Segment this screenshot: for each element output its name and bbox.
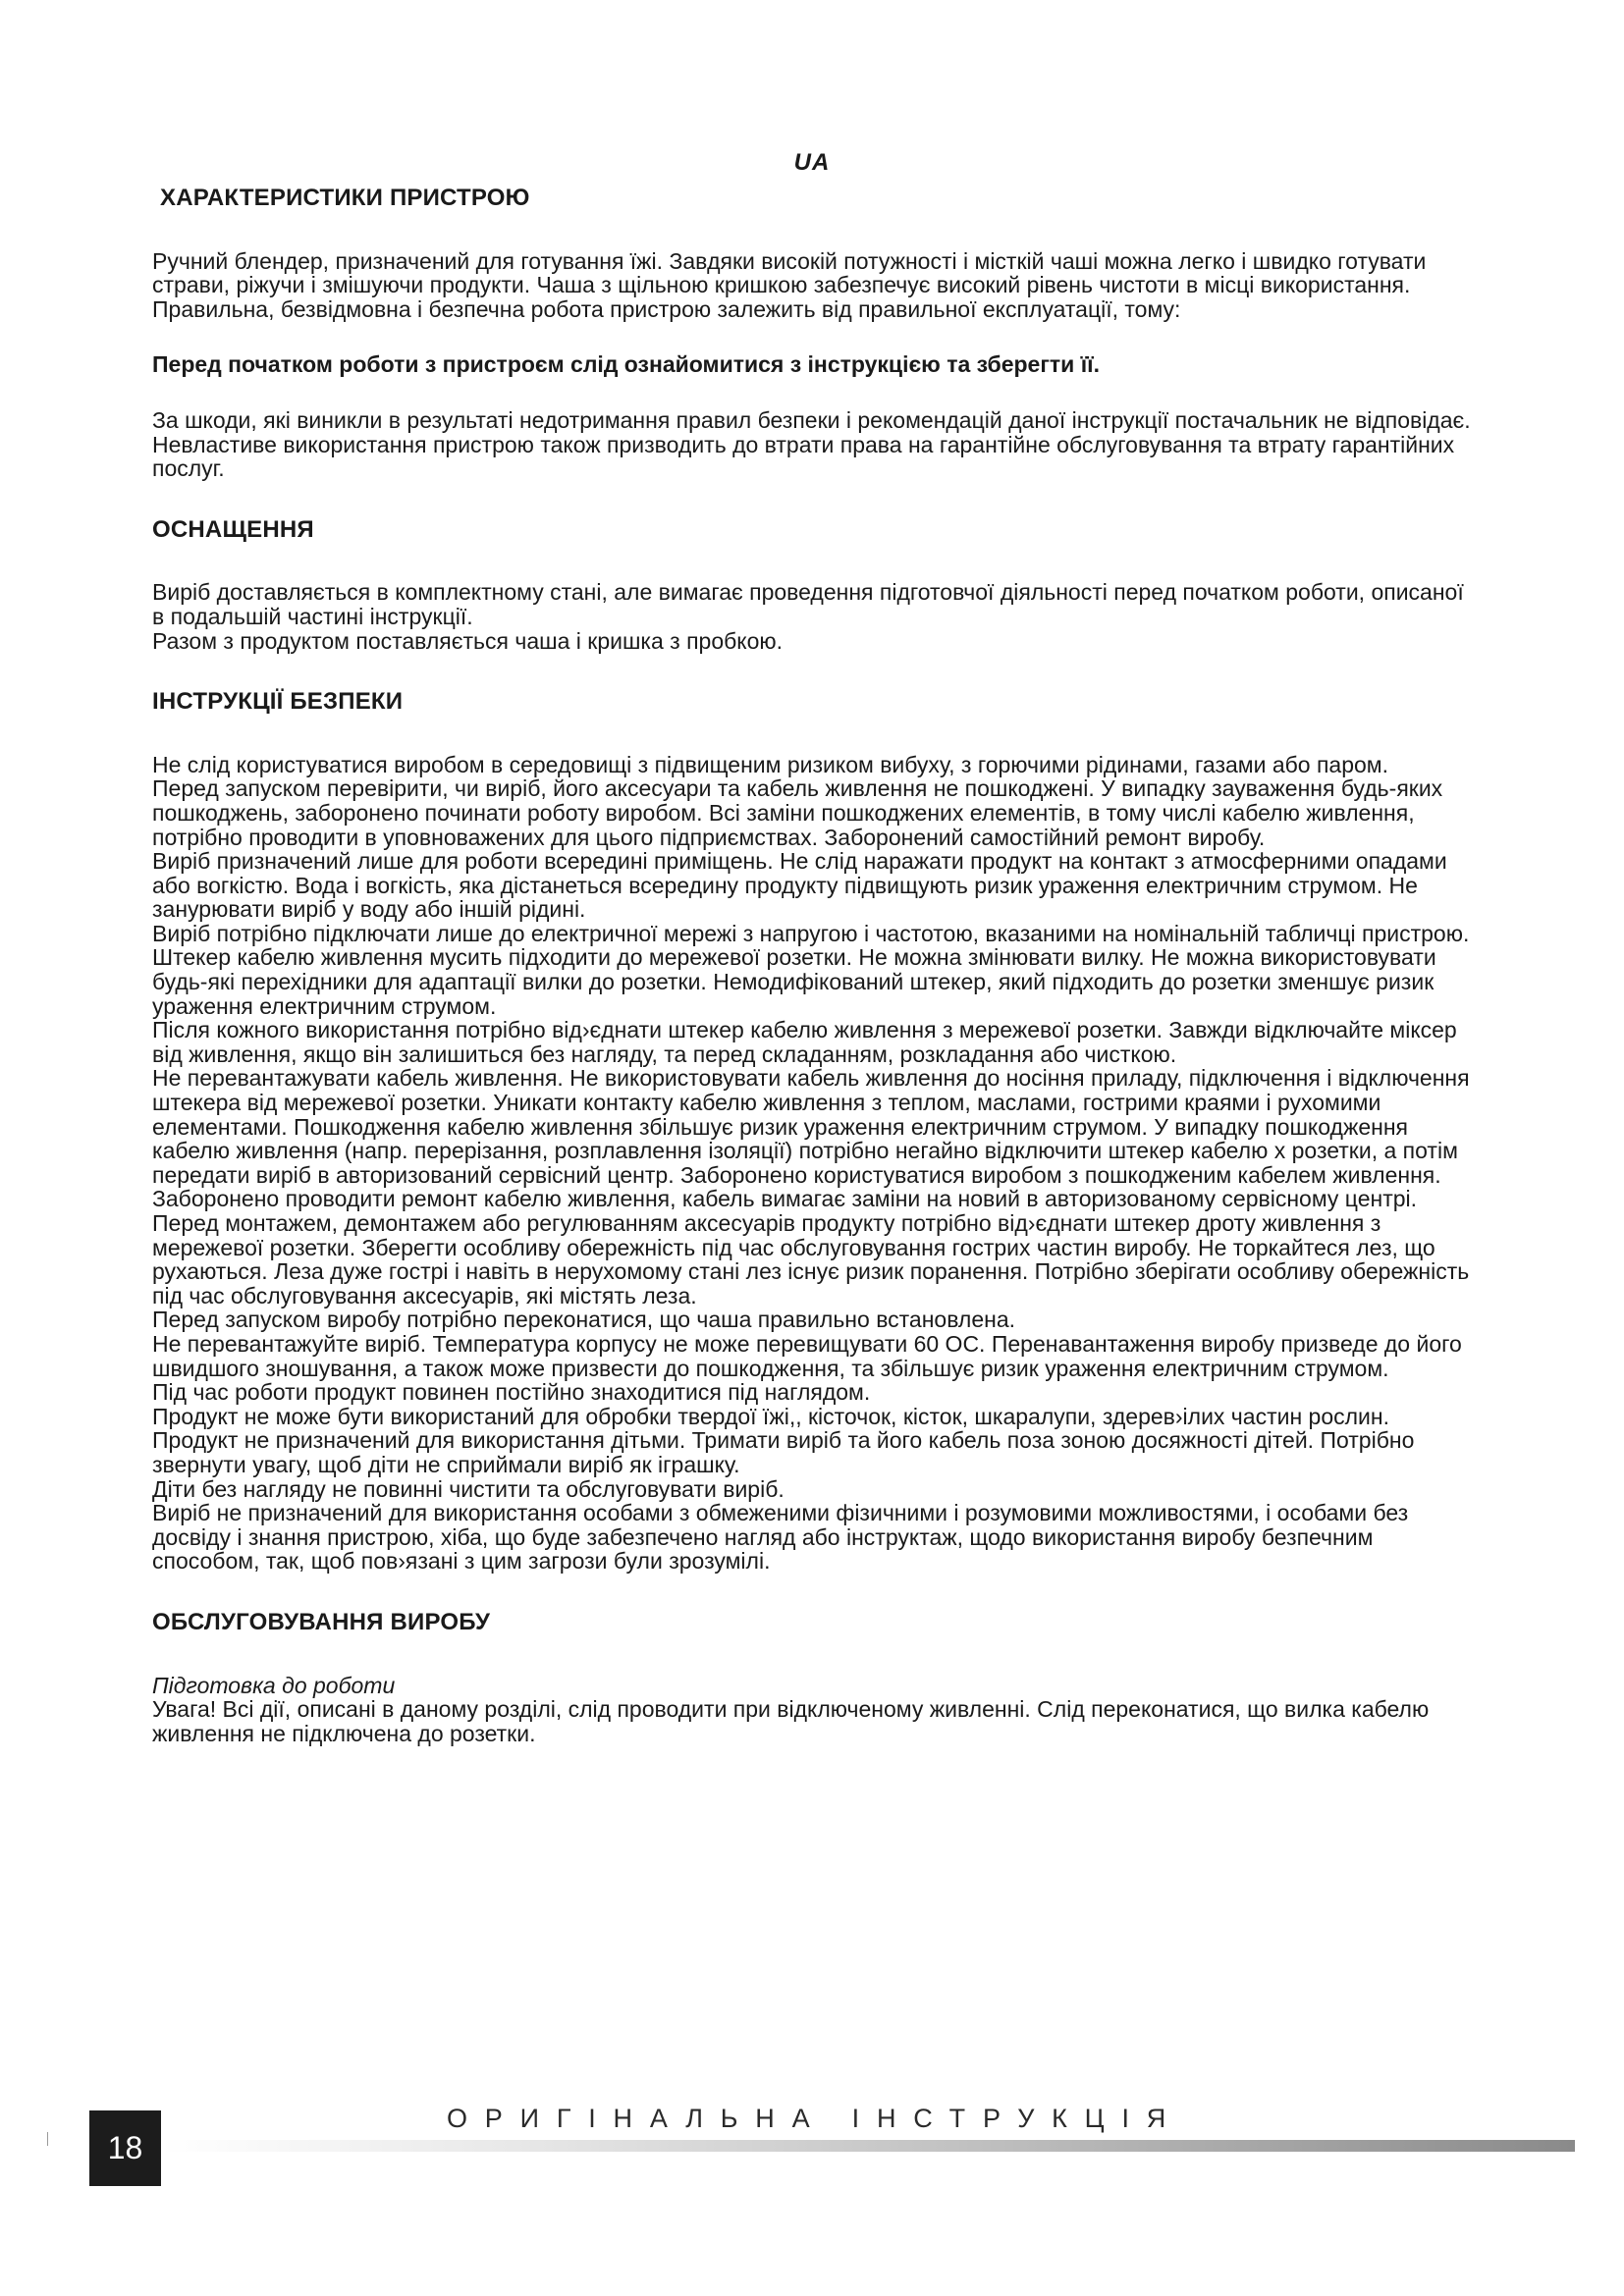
footer-tick-mark [47,2132,48,2146]
safety-paragraph: Виріб не призначений для використання особами з обмеженими фізичними і розумовими можливостями, і особами без досвіду і знання пристрою, хіба, що буде забезпечено нагляд або інструктаж, щодо використання виробу безпечним способом, так, щоб пов›язані з цим загрози були зрозумілі. [152,1500,1409,1575]
safety-paragraph: Не перевантажувати кабель живлення. Не використовувати кабель живлення до носіння приладу, підключення і відключення штекера від мережевої розетки. Уникати контакту кабелю живлення з теплом, маслами, гострими краями і рухомими елементами. Пошкодження кабелю живлення збільшує ризик ураження електричним струмом. У випадку пошкодження кабелю живлення (напр. перерізання, розплавлення ізоляції) потрібно негайно відключити штекер кабелю х розетки, а потім передати виріб в авторизований сервісний центр. Заборонено користуватися виробом з пошкодженим кабелем живлення. Заборонено проводити ремонт кабелю живлення, кабель вимагає заміни на новий в авторизованому сервісному центрі. [152,1065,1470,1212]
safety-paragraph: Після кожного використання потрібно від›єднати штекер кабелю живлення з мережевої розетки. Завжди відключайте міксер від живлення, якщо він залишиться без нагляду, та перед складанням, розкладання або чисткою. [152,1017,1457,1067]
safety-paragraph: Продукт не призначений для використання дітьми. Тримати виріб та його кабель поза зоною досяжності дітей. Потрібно звернути увагу, щоб діти не сприймали виріб як іграшку. [152,1427,1415,1477]
page-number: 18 [89,2110,161,2186]
liability-paragraph: За шкоди, які виникли в результаті недотримання правил безпеки і рекомендацій даної інструкції постачальник не відповідає. Невластиве використання пристрою також призводить до втрати права на гарантійне обслуговування та втрату гарантійних послуг. [152,406,1471,482]
read-instructions-note: Перед початком роботи з пристроєм слід ознайомитися з інструкцією та зберегти її. [152,351,1101,378]
characteristics-intro: Ручний блендер, призначений для готування їжі. Завдяки високій потужності і місткій чаші можна легко і швидко готувати страви, ріжучи і змішуючи продукти. Чаша з щільною кришкою забезпечує високий рівень чистоти в місці використання. Правильна, безвідмовна і безпечна робота пристрою залежить від правильної експлуатації, тому: [152,247,1427,322]
safety-paragraph: Перед запуском виробу потрібно переконатися, що чаша правильно встановлена. [152,1307,1015,1333]
safety-paragraph: Діти без нагляду не повинні чистити та обслуговувати виріб. [152,1475,785,1502]
safety-paragraph: Під час роботи продукт повинен постійно знаходитися під наглядом. [152,1379,871,1406]
safety-paragraph: Перед запуском перевірити, чи виріб, його аксесуари та кабель живлення не пошкоджені. У випадку зауваження будь-яких пошкоджень, заборонено починати роботу виробом. Всі заміни пошкоджених елементів, в тому числі кабелю живлення, потрібно проводити в уповноважених для цього підприємствах. Заборонений самостійний ремонт виробу. [152,775,1443,850]
equipment-paragraph-1: Виріб доставляється в комплектному стані, але вимагає проведення підготовчої діяльності перед початком роботи, описаної в подальшій частині інструкції. [152,579,1464,629]
section-title-characteristics: ХАРАКТЕРИСТИКИ ПРИСТРОЮ [160,185,530,211]
section-title-equipment: ОСНАЩЕННЯ [152,515,314,543]
maintenance-paragraph: Увага! Всі дії, описані в даному розділі, слід проводити при відключеному живленні. Слід переконатися, що вилка кабелю живлення не підключена до розетки. [152,1696,1430,1746]
equipment-paragraph-2: Разом з продуктом поставляється чаша і кришка з пробкою. [152,627,784,654]
footer-gradient-bar [161,2140,1575,2152]
safety-paragraph: Не перевантажуйте виріб. Температура корпусу не може перевищувати 60 ОС. Перенавантаження виробу призведе до його швидшого зношування, а також може призвести до пошкодження, та збільшує ризик ураження електричним струмом. [152,1330,1462,1381]
safety-paragraph: Продукт не може бути використаний для обробки твердої їжі,, кісточок, кісток, шкаралупи, здерев›ілих частин рослин. [152,1403,1389,1429]
section-title-maintenance: ОБСЛУГОВУВАННЯ ВИРОБУ [152,1608,491,1635]
subsection-title-preparation: Підготовка до роботи [152,1672,396,1698]
language-tag: UA [793,149,831,176]
document-body [152,187,1478,1745]
safety-paragraph: Виріб потрібно підключати лише до електричної мережі з напругою і частотою, вказаними на номінальній табличці пристрою. Штекер кабелю живлення мусить підходити до мережевої розетки. Не можна змінювати вилку. Не можна використовувати будь-які перехідники для адаптації вилки до розетки. Немодифікований штекер, який підходить до розетки зменшує ризик ураження електричним струмом. [152,920,1470,1019]
safety-paragraph: Виріб призначений лише для роботи всередині приміщень. Не слід наражати продукт на контакт з атмосферними опадами або вогкістю. Вода і вогкість, яка дістанеться всередину продукту підвищують ризик ураження електричним струмом. Не занурювати виріб у воду або іншій рідині. [152,848,1447,923]
safety-paragraph: Не слід користуватися виробом в середовищі з підвищеним ризиком вибуху, з горючими рідинами, газами або паром. [152,751,1389,777]
safety-paragraph: Перед монтажем, демонтажем або регулюванням аксесуарів продукту потрібно від›єднати штекер дроту живлення з мережевої розетки. Зберегти особливу обережність під час обслуговування гострих частин виробу. Не торкайтеся лез, що рухаються. Леза дуже гострі і навіть в нерухомому стані лез існує ризик поранення. Потрібно зберігати особливу обережність під час обслуговування аксесуарів, які містять леза. [152,1210,1470,1308]
section-title-safety: ІНСТРУКЦІЇ БЕЗПЕКИ [152,688,404,716]
footer-title: ОРИГІНАЛЬНА ІНСТРУКЦІЯ [447,2104,1184,2133]
